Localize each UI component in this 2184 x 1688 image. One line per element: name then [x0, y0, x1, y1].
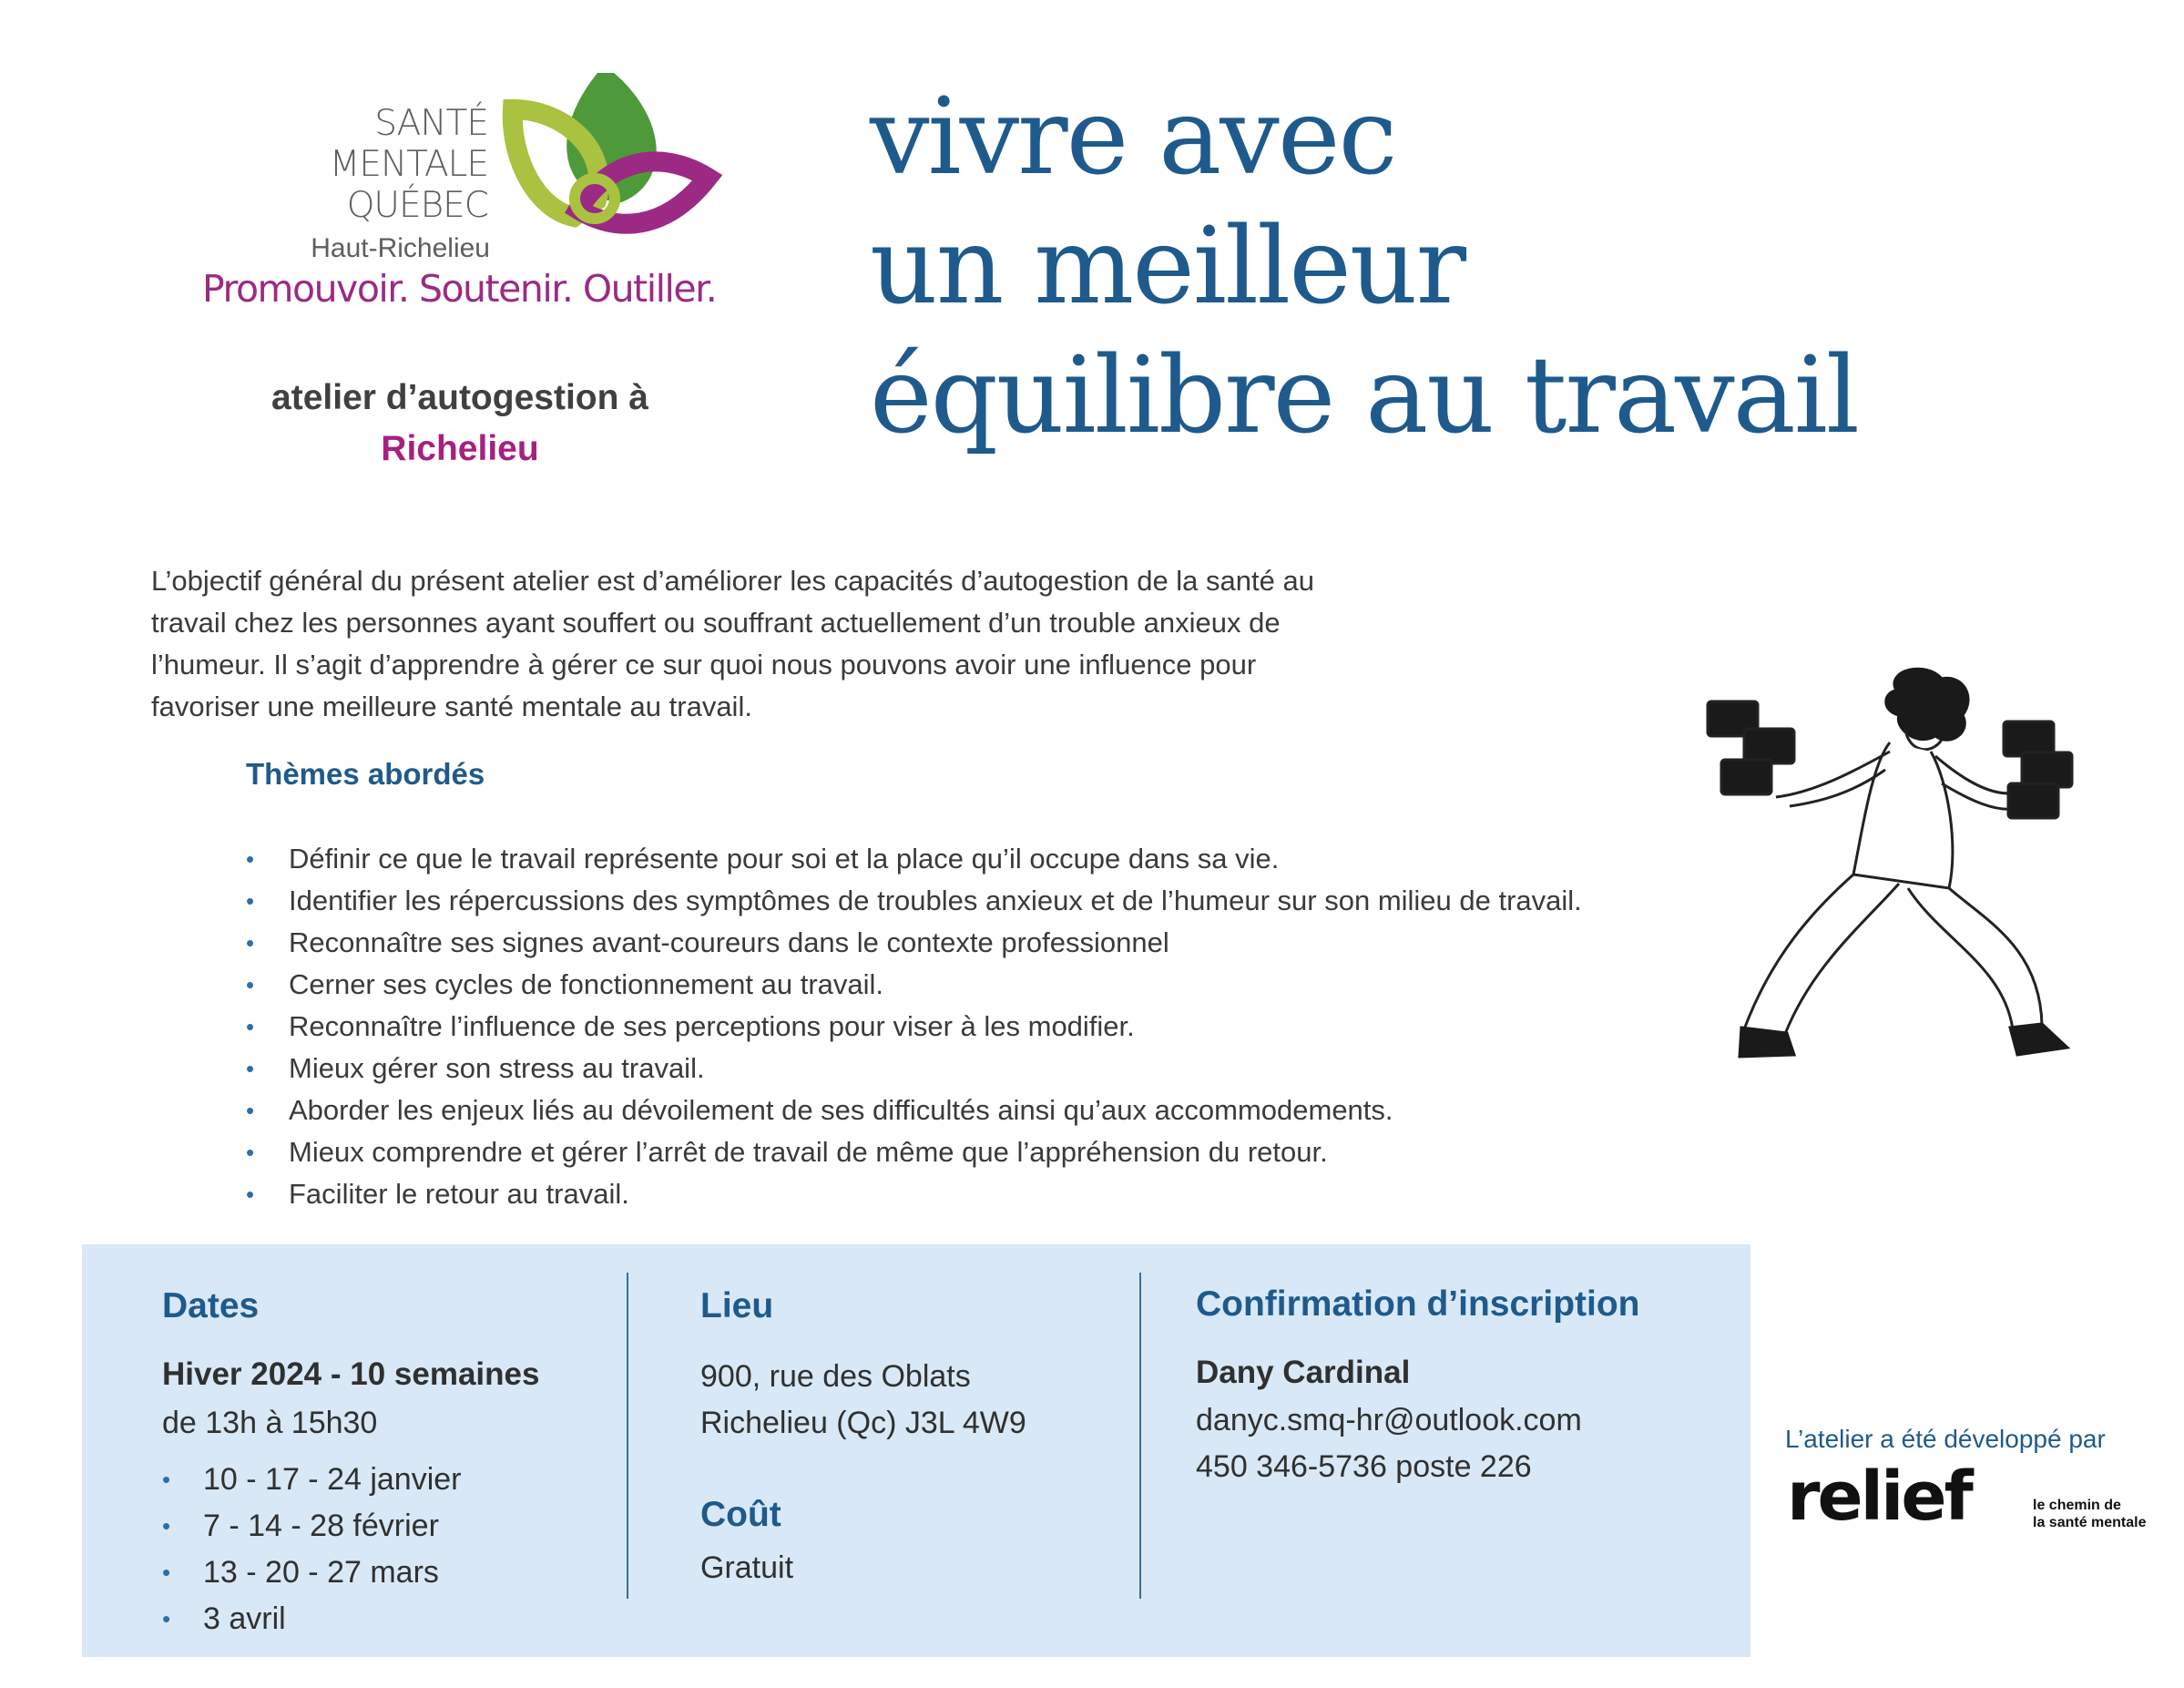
lieu-heading: Lieu: [700, 1286, 774, 1325]
intro-line-1: L’objectif général du présent atelier est d’améliorer les capacités d’autogestion de la santé au: [151, 565, 1314, 597]
theme-text: Faciliter le retour au travail.: [289, 1178, 629, 1210]
list-item: [246, 1048, 1582, 1090]
logo-line-2: MENTALE: [329, 144, 488, 185]
intro-line-3: l’humeur. Il s’agit d’apprendre à gérer ce sur quoi nous pouvons avoir une influence pour: [151, 649, 1257, 680]
bullet-icon: •: [246, 1055, 255, 1082]
themes-heading: Thèmes abordés: [246, 757, 485, 791]
relief-tagline: [2033, 1497, 2147, 1531]
logo-tagline: Promouvoir. Soutenir. Outiller.: [202, 267, 717, 311]
theme-text: Identifier les répercussions des symptômes de troubles anxieux et de l’humeur sur son milieu de travail.: [289, 885, 1582, 916]
dates-heading: Dates: [162, 1286, 260, 1325]
relief-tagline-line-2: la santé mentale: [2033, 1515, 2147, 1530]
dates-time: de 13h à 15h30: [162, 1406, 378, 1440]
person-balancing-blocks-icon: [1703, 665, 2104, 1066]
date-text: 7 - 14 - 28 février: [203, 1509, 439, 1543]
bullet-icon: •: [246, 1013, 255, 1040]
panel-divider: [627, 1273, 628, 1599]
list-item: [246, 1006, 1582, 1048]
list-item: [246, 838, 1582, 880]
atelier-city: Richelieu: [381, 429, 539, 468]
theme-text: Reconnaître l’influence de ses perceptions pour viser à les modifier.: [289, 1010, 1135, 1042]
intro-line-2: travail chez les personnes ayant souffert ou souffrant actuellement d’un trouble anxieux de: [151, 607, 1281, 639]
bullet-icon: •: [162, 1559, 171, 1586]
date-text: 10 - 17 - 24 janvier: [203, 1462, 462, 1497]
bullet-icon: •: [162, 1466, 171, 1493]
intro-line-4: favoriser une meilleure santé mentale au travail.: [151, 691, 752, 722]
bullet-icon: •: [246, 929, 255, 957]
title-line-3: équilibre au travail: [870, 334, 1858, 457]
date-text: 3 avril: [203, 1601, 286, 1636]
bullet-icon: •: [246, 1181, 255, 1208]
theme-text: Aborder les enjeux liés au dévoilement de ses difficultés ainsi qu’aux accommodements.: [289, 1094, 1393, 1126]
panel-divider: [1139, 1273, 1141, 1599]
list-item: [162, 1596, 462, 1642]
themes-list: [246, 838, 1582, 1215]
atelier-label: [250, 378, 669, 469]
list-item: [246, 880, 1582, 922]
contact-phone: 450 346-5736 poste 226: [1196, 1449, 1532, 1484]
lieu-address: [700, 1354, 1026, 1447]
bullet-icon: •: [246, 1097, 255, 1124]
bullet-icon: •: [246, 887, 255, 915]
list-item: [162, 1503, 462, 1550]
theme-text: Mieux gérer son stress au travail.: [289, 1052, 705, 1084]
cout-value: Gratuit: [700, 1550, 794, 1585]
list-item: [246, 964, 1582, 1006]
list-item: [246, 922, 1582, 964]
bullet-icon: •: [162, 1605, 171, 1632]
relief-logo: relief: [1787, 1458, 1971, 1536]
date-text: 13 - 20 - 27 mars: [203, 1555, 439, 1590]
contact-email[interactable]: danyc.smq-hr@outlook.com: [1196, 1403, 1582, 1437]
theme-text: Définir ce que le travail représente pour soi et la place qu’il occupe dans sa vie.: [289, 843, 1280, 875]
page-title: [870, 73, 1858, 461]
list-item: [246, 1131, 1582, 1173]
dates-list: [162, 1457, 462, 1642]
logo-line-3: QUÉBEC: [346, 185, 488, 226]
list-item: [246, 1090, 1582, 1131]
atelier-line: atelier d’autogestion à: [271, 378, 648, 417]
contact-name: Dany Cardinal: [1196, 1355, 1411, 1390]
address-line-1: 900, rue des Oblats: [700, 1359, 971, 1394]
bullet-icon: •: [246, 971, 255, 998]
title-line-1: vivre avec: [870, 76, 1396, 199]
intro-paragraph: [151, 560, 1517, 728]
list-item: [162, 1550, 462, 1596]
dates-session: Hiver 2024 - 10 semaines: [162, 1356, 540, 1392]
title-line-2: un meilleur: [870, 205, 1465, 328]
logo-subtitle: Haut-Richelieu: [311, 233, 490, 263]
logo-line-1: SANTÉ: [374, 103, 488, 144]
leaf-logo-icon: [496, 73, 724, 246]
inscription-heading: Confirmation d’inscription: [1196, 1284, 1640, 1324]
logo-wordmark: [273, 103, 488, 226]
bullet-icon: •: [162, 1512, 171, 1540]
address-line-2: Richelieu (Qc) J3L 4W9: [700, 1406, 1026, 1440]
theme-text: Reconnaître ses signes avant-coureurs dans le contexte professionnel: [289, 926, 1169, 958]
cout-heading: Coût: [700, 1495, 781, 1534]
list-item: [246, 1173, 1582, 1215]
bullet-icon: •: [246, 1139, 255, 1166]
theme-text: Mieux comprendre et gérer l’arrêt de travail de même que l’appréhension du retour.: [289, 1136, 1328, 1168]
developer-label: L’atelier a été développé par: [1785, 1425, 2106, 1453]
theme-text: Cerner ses cycles de fonctionnement au travail.: [289, 968, 884, 1000]
relief-tagline-line-1: le chemin de: [2033, 1498, 2121, 1513]
bullet-icon: •: [246, 845, 255, 873]
list-item: [162, 1457, 462, 1503]
